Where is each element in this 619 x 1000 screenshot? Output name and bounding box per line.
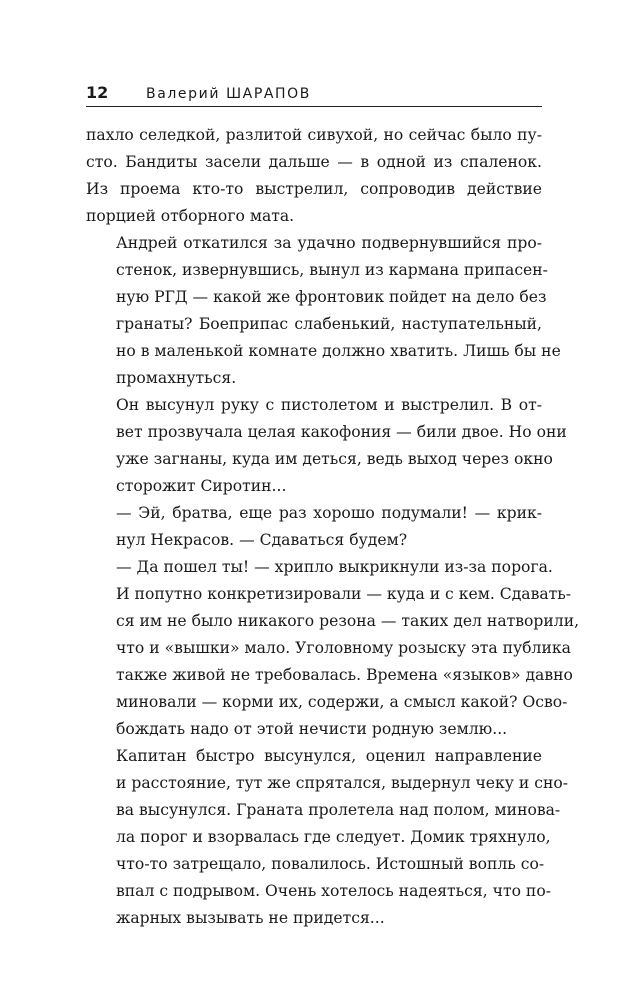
- text-line: и расстояние, тут же спрятался, выдернул чеку и сно-: [116, 774, 569, 792]
- text-line: уже загнаны, куда им деться, ведь выход через окно: [116, 450, 553, 468]
- paragraph: [86, 392, 567, 500]
- text-line: Капитан быстро высунулся, оценил направление: [116, 747, 542, 765]
- running-head-author: Валерий ШАРАПОВ: [146, 86, 311, 102]
- text-line: бождать надо от этой нечисти родную землю...: [116, 720, 508, 738]
- paragraph: [86, 122, 542, 230]
- text-line: ную РГД — какой же фронтовик пойдет на дело без: [116, 288, 547, 306]
- text-line: Из проема кто-то выстрелил, сопроводив действие: [86, 180, 542, 198]
- text-line: — Эй, братва, еще раз хорошо подумали! — крик-: [116, 504, 542, 522]
- text-line: ла порог и взорвалась где следует. Домик тряхнуло,: [116, 828, 551, 846]
- body-text: [86, 122, 580, 932]
- paragraph: [86, 230, 561, 392]
- text-line: также живой не требовалась. Времена «языков» давно: [116, 666, 573, 684]
- text-line: нул Некрасов. — Сдаваться будем?: [116, 531, 408, 549]
- text-line: гранаты? Боеприпас слабенький, наступательный,: [116, 315, 542, 333]
- text-line: жарных вызывать не придется...: [116, 909, 385, 927]
- text-line: И попутно конкретизировали — куда и с кем. Сдавать-: [116, 585, 572, 603]
- text-line: стенок, извернувшись, вынул из кармана припасен-: [116, 261, 548, 279]
- text-line: пахло селедкой, разлитой сивухой, но сейчас было пу-: [86, 126, 542, 144]
- text-line: впал с подрывом. Очень хотелось надеяться, что по-: [116, 882, 551, 900]
- text-line: сто. Бандиты засели дальше — в одной из спаленок.: [86, 153, 542, 171]
- paragraph: [86, 500, 542, 554]
- text-line: но в маленькой комнате должно хватить. Лишь бы не: [116, 342, 561, 360]
- header-rule: [86, 106, 542, 107]
- text-line: порцией отборного мата.: [86, 207, 295, 225]
- page-number: 12: [86, 83, 109, 102]
- page-header: [86, 83, 542, 102]
- text-line: что-то затрещало, повалилось. Истошный вопль со-: [116, 855, 545, 873]
- paragraph: [86, 743, 569, 932]
- text-line: вет прозвучала целая какофония — били двое. Но они: [116, 423, 567, 441]
- text-line: что и «вышки» мало. Уголовному розыску эта публика: [116, 639, 571, 657]
- text-line: сторожит Сиротин...: [116, 477, 287, 495]
- text-line: промахнуться.: [116, 369, 237, 387]
- text-line: Андрей откатился за удачно подвернувшийся про-: [116, 234, 542, 252]
- text-line: ся им не было никакого резона — таких дел натворили,: [116, 612, 580, 630]
- paragraph: [86, 554, 580, 743]
- text-line: ва высунулся. Граната пролетела над полом, минова-: [116, 801, 561, 819]
- text-line: Он высунул руку с пистолетом и выстрелил. В от-: [116, 396, 542, 414]
- text-line: — Да пошел ты! — хрипло выкрикнули из-за порога.: [116, 558, 553, 576]
- text-line: миновали — корми их, содержи, а смысл какой? Осво-: [116, 693, 568, 711]
